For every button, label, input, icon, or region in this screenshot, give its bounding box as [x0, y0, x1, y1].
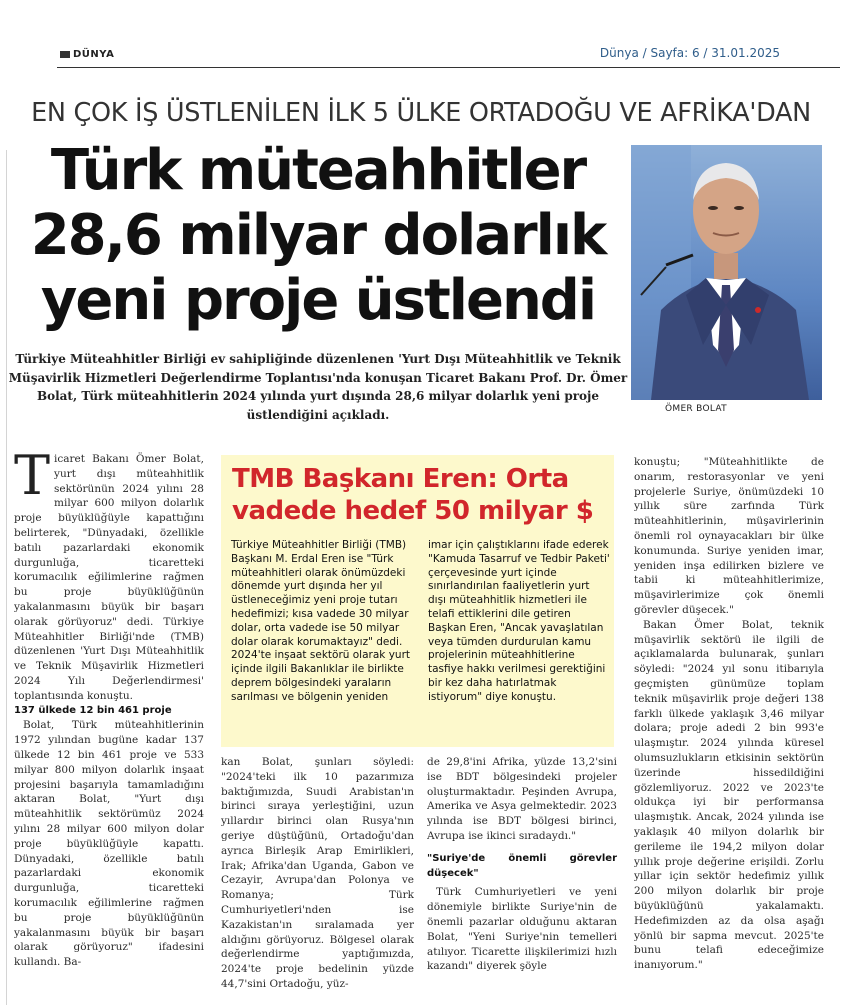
body-paragraph: konuştu; "Müteahhitlikte de onarım, restorasyonlar ve yeni projelerle Suriye, önümüzdeki 10 yıllık süre zarfında Türk müteahhitlerinin, müşavirlerinin önemli rol oynayacakları bir ülke konumunda. Suriye yeniden imar, yeniden inşa edilirken bizlere ve tabii ki müteahhitlerimize, müşavirlerimize çok önemli görevler düşecek."	[634, 456, 824, 616]
headline-line-3: yeni proje üstlendi	[40, 268, 596, 333]
article-spot: Türkiye Müteahhitler Birliği ev sahipliğinde düzenlenen 'Yurt Dışı Müteahhitlik ve Teknik Müşavirlik Hizmetleri Değerlendirme Toplantısı'nda konuşan Ticaret Bakanı Prof. Dr. Ömer Bolat, Türk müteahhitlerin 2024 yılında yurt dışında 28,6 milyar dolarlık yeni proje üstlendiğini açıkladı.	[8, 352, 628, 422]
article-column-4	[634, 455, 824, 1005]
highlight-box-title: TMB Başkanı Eren: Orta vadede hedef 50 milyar $	[232, 464, 594, 526]
section-subhead: 137 ülkede 12 bin 461 proje	[14, 704, 172, 716]
body-paragraph: kan Bolat, şunları söyledi: "2024'teki ilk 10 pazarımıza baktığımızda, Suudi Arabistan'ın birinci sıraya yerleştiğini, uzun yıllardır birinci olan Rusya'nın geriye düştüğünü, Ortadoğu'dan ayrıca Birleşik Arap Emirlikleri, Irak; Afrika'dan Uganda, Gabon ve Cezayir, Avrupa'dan Polonya ve Romanya; Türk Cumhuriyetleri'nden ise Kazakistan'ın sıralamada yer aldığını görüyoruz. Bölgesel olarak değerlendirme yaptığımızda, 2024'te proje bedelinin yüzde 44,7'sini Ortadoğu, yüz-	[221, 756, 414, 990]
article-column-2	[221, 755, 414, 1005]
column-divider	[6, 150, 7, 1005]
body-paragraph: Bakan Ömer Bolat, teknik müşavirlik sektörü ile ilgili de açıklamalarda bulunarak, şunları söyledi: "2024 yıl sonu itibarıyla geçmişten günümüze toplam teknik müşavirlik proje değeri 138 farklı ülkede yaklaşık 3,46 milyar dolara; proje adedi 2 bin 993'e ulaşmıştır. 2024 yılında küresel olumsuzlukların etkisinin sektörün üzerinde hissedildiğini gözlemliyoruz. 2022 ve 2023'te oldukça iyi bir performansa ulaşmıştık. Ancak, 2024 yılında ise yaklaşık 40 milyon dolarlık bir gerileme ile 194,2 milyon dolar yıllık proje değerine erişildi. Zorlu yıllar için sektör hedefimiz yıllık 200 milyon dolarlık bir proje büyüklüğünü yakalamaktı. Hedefimizden az da olsa aşağı yönlü bir sapma mevcut. 2025'te bunu telafi edeceğimize inanıyorum."	[634, 618, 824, 972]
article-overline: EN ÇOK İŞ ÜSTLENİLEN İLK 5 ÜLKE ORTADOĞU VE AFRİKA'DAN	[31, 98, 811, 128]
logo-text: DÜNYA	[73, 49, 115, 60]
article-column-1	[14, 452, 204, 1005]
highlight-box-text-right: imar için çalıştıklarını ifade ederek "Kamuda Tasarruf ve Tedbir Paketi' çerçevesinde yurt içinde sınırlandırılan faaliyetlerin yurt dışı müteahhitlik hizmetleri ile telafi ettiklerini dile getiren Başkan Eren, "Ancak yavaşlatılan veya tümden durdurulan kamu projelerinin müteahhitlerine tasfiye hakkı verilmesi gerektiğini bir kez daha hatırlatmak istiyorum" diye konuştu.	[428, 539, 610, 703]
body-paragraph: Türk Cumhuriyetleri ve yeni dönemiyle birlikte Suriye'nin de önemli pazarlar olduğunu aktaran Bolat, "Yeni Suriye'nin temelleri atılıyor. Ticarette ilişkilerimizi hızlı kazandı" diyerek şöyle	[427, 886, 617, 973]
body-paragraph: Bolat, Türk müteahhitlerinin 1972 yılından bugüne kadar 137 ülkede 12 bin 461 proje ve 533 milyar 800 milyon dolarlık inşaat projesini başarıyla tamamladığını aktaran Bolat, "Yurt dışı müteahhitlik sektörümüz 2024 yılını 28 milyar 600 milyon dolar proje büyüklüğüyle kapattı. Dünyadaki, özellikle batılı pazarlardaki ekonomik durgunluğa, ticaretteki korumacılık eğilimlerine rağmen bu proje büyüklüğünün yakalanmasını büyük bir başarı olarak görüyoruz" ifadesini kullandı. Ba-	[14, 719, 204, 969]
highlight-box-text-left: Türkiye Müteahhitler Birliği (TMB) Başkanı M. Erdal Eren ise "Türk müteahhitleri olarak önümüzdeki dönemde yurt dışında her yıl üstleneceğimiz yeni proje tutarı hedefimizi; kısa vadede 30 milyar dolar, orta vadede ise 50 milyar dolar olarak korumaktayız" dedi. 2024'te inşaat sektörü olarak yurt içinde ilgili Bakanlıklar ile birlikte deprem bölgesindeki yaraların sarılması ve bölgenin yeniden	[231, 539, 410, 703]
section-subhead: "Suriye'de önemli görevler düşecek"	[427, 852, 617, 879]
header-divider	[57, 67, 840, 68]
publication-logo	[60, 49, 114, 60]
portrait-illustration	[631, 145, 822, 400]
article-column-3	[427, 755, 617, 1005]
headline-line-2: 28,6 milyar dolarlık	[30, 203, 606, 268]
article-headline	[8, 138, 628, 333]
headline-line-1: Türk müteahhitler	[50, 138, 586, 203]
logo-mark-icon	[60, 51, 70, 58]
drop-cap: T	[14, 452, 51, 507]
photo-caption: ÖMER BOLAT	[665, 404, 727, 414]
body-paragraph: de 29,8'ini Afrika, yüzde 13,2'sini ise BDT bölgesindeki projeler oluşturmaktadır. Peşinden Avrupa, Amerika ve Asya gelmektedir. 2023 yılında ise BDT bölgesi birinci, Avrupa ise ikinci sıradaydı."	[427, 756, 617, 842]
page-reference: Dünya / Sayfa: 6 / 31.01.2025	[599, 46, 780, 60]
portrait-photo	[631, 145, 822, 400]
lead-text: icaret Bakanı Ömer Bolat, yurt dışı müteahhitlik sektörünün 2024 yılını 28 milyar 600 milyon dolarlık proje büyüklüğüyle kapattığını belirterek, "Dünyadaki, özellikle batılı pazarlardaki ekonomik durgunluğa, ticaretteki korumacılık eğilimlerine rağmen bu proje büyüklüğünün yakalanmasını büyük bir başarı olarak görüyoruz" dedi. Türkiye Müteahhitler Birliği'nde (TMB) düzenlenen 'Yurt Dışı Müteahhitlik ve Teknik Müşavirlik Hizmetleri 2024 Yılı Değerlendirmesi' toplantısında konuştu.	[14, 453, 204, 702]
lead-paragraph	[14, 452, 204, 704]
